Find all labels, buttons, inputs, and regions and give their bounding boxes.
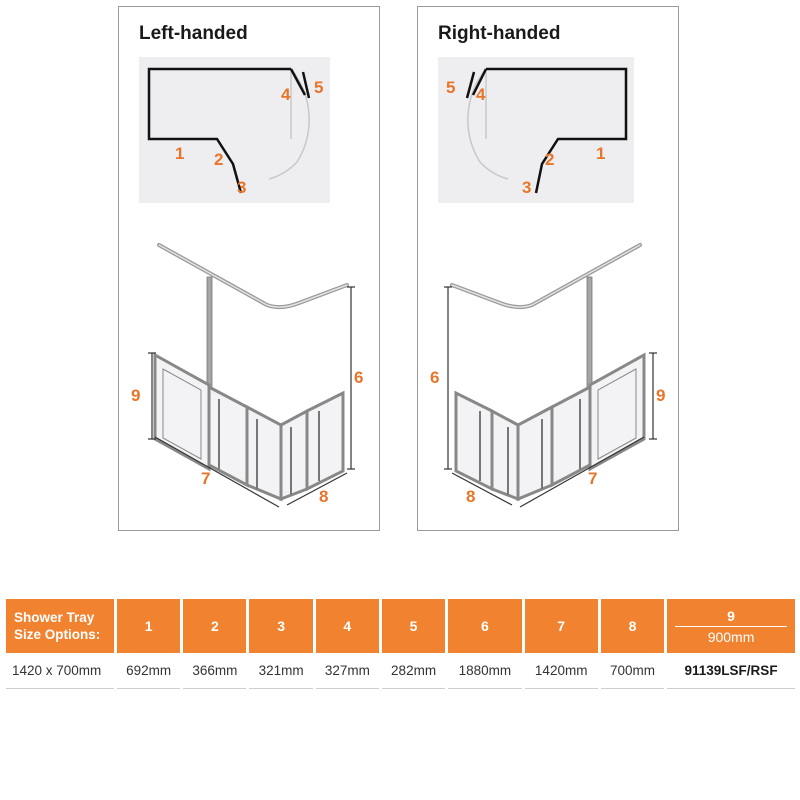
left-handed-title: Left-handed (139, 23, 248, 44)
left-handed-panel (118, 6, 380, 531)
plan-label-3: 3 (522, 178, 532, 197)
table-row (6, 653, 795, 689)
header-col-7: 7 (525, 599, 598, 653)
plan-label-1: 1 (596, 144, 606, 163)
plan-label-5: 5 (314, 78, 324, 97)
enclosure-label-6: 6 (354, 368, 364, 387)
plan-label-3: 3 (237, 178, 247, 197)
header-col-8: 8 (601, 599, 664, 653)
enclosure-label-7: 7 (588, 469, 598, 488)
header-col-1: 1 (117, 599, 180, 653)
plan-label-5: 5 (446, 78, 456, 97)
header-col-2: 2 (183, 599, 246, 653)
header-col-9 (667, 599, 795, 653)
plan-label-4: 4 (476, 85, 486, 104)
cell-5: 282mm (382, 653, 445, 689)
cell-7: 1420mm (525, 653, 598, 689)
cell-1: 692mm (117, 653, 180, 689)
right-handed-title: Right-handed (438, 23, 561, 44)
enclosure-label-8: 8 (466, 487, 476, 506)
plan-background (139, 57, 330, 203)
header-col-5: 5 (382, 599, 445, 653)
header-shower-tray: Shower Tray Size Options: (6, 599, 114, 653)
cell-4: 327mm (316, 653, 379, 689)
header-col-4: 4 (316, 599, 379, 653)
plan-label-4: 4 (281, 85, 291, 104)
cell-8: 700mm (601, 653, 664, 689)
plan-background (438, 57, 634, 203)
header-col-9-sub: 900mm (707, 628, 755, 645)
enclosure-label-8: 8 (319, 487, 329, 506)
cell-product-code: 91139LSF/RSF (667, 653, 795, 689)
right-handed-panel (417, 6, 679, 531)
plan-label-2: 2 (214, 150, 224, 169)
header-col-9-label: 9 (675, 608, 787, 627)
size-options-table (3, 599, 798, 689)
enclosure-label-9: 9 (131, 386, 141, 405)
enclosure-3d (148, 245, 355, 507)
left-handed-diagram (119, 7, 381, 532)
header-col-6: 6 (448, 599, 521, 653)
enclosure-label-6: 6 (430, 368, 440, 387)
plan-label-1: 1 (175, 144, 185, 163)
enclosure-3d (444, 245, 657, 507)
right-handed-diagram (418, 7, 680, 532)
enclosure-label-7: 7 (201, 469, 211, 488)
cell-3: 321mm (249, 653, 312, 689)
plan-label-2: 2 (545, 150, 555, 169)
table-header-row (6, 599, 795, 653)
cell-2: 366mm (183, 653, 246, 689)
cell-size: 1420 x 700mm (6, 653, 114, 689)
enclosure-label-9: 9 (656, 386, 666, 405)
header-col-3: 3 (249, 599, 312, 653)
cell-6: 1880mm (448, 653, 521, 689)
